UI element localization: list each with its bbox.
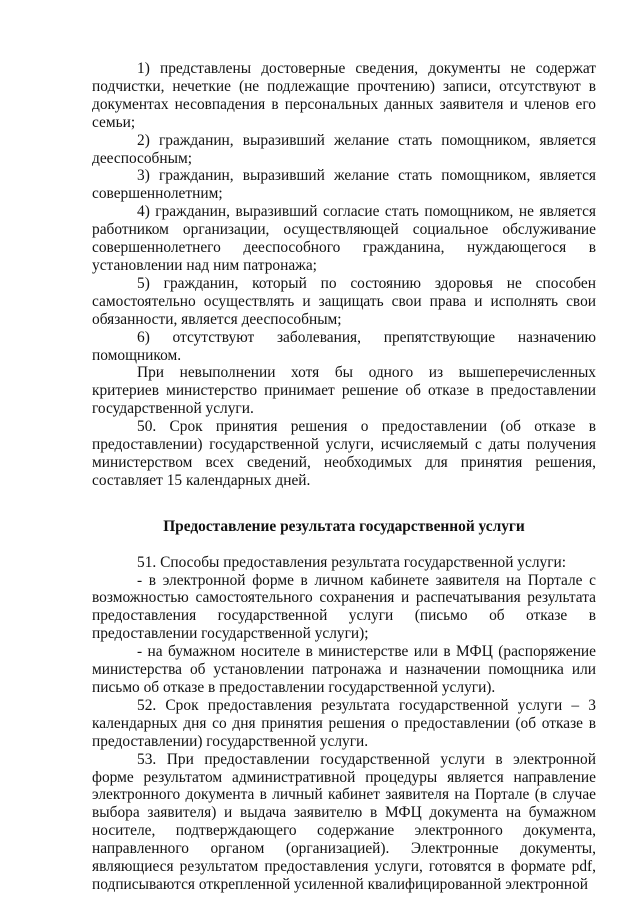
criterion-3: 3) гражданин, выразивший желание стать помощником, является совершеннолетним;	[92, 167, 596, 203]
section-heading: Предоставление результата государственной услуги	[163, 517, 525, 535]
criterion-5: 5) гражданин, который по состоянию здоровья не способен самостоятельно осуществлять и защищать свои права и исполнять свои обязанности, является дееспособным;	[92, 274, 596, 328]
criterion-6: 6) отсутствуют заболевания, препятствующие назначению помощником.	[92, 328, 596, 364]
clause-51: 51. Способы предоставления результата государственной услуги:	[137, 553, 567, 571]
criterion-4: 4) гражданин, выразивший согласие стать помощником, не является работником организации, осуществляющей социальное обслуживание совершеннолетнего дееспособного гражданина, нуждающегося в установлении над ним патронажа;	[92, 203, 596, 274]
refusal-paragraph: При невыполнении хотя бы одного из вышеперечисленных критериев министерство принимает решение об отказе в предоставлении государственной услуги.	[92, 364, 596, 418]
clause-53: 53. При предоставлении государственной услуги в электронной форме результатом административной процедуры является направление электронного документа в личный кабинет заявителя на Портале (в случае выбора заявителя) и выдача заявителю в МФЦ документа на бумажном носителе, подтверждающего содержание электронного документа, направленного органом (организацией). Электронные документы, являющиеся результатом предоставления услуги, готовятся в формате pdf, подписываются открепленной усиленной квалифицированной электронной	[92, 750, 596, 893]
clause-51-item-paper: - на бумажном носителе в министерстве или в МФЦ (распоряжение министерства об установлении патронажа и назначении помощника или письмо об отказе в предоставлении государственной услуги).	[92, 643, 596, 696]
criterion-1: 1) представлены достоверные сведения, документы не содержат подчистки, нечеткие (не подлежащие прочтению) записи, отсутствуют в документах несовпадения в персональных данных заявителя и членов его семьи;	[92, 60, 596, 131]
clause-52: 52. Срок предоставления результата государственной услуги – 3 календарных дня со дня принятия решения о предоставлении (об отказе в предоставлении) государственной услуги.	[92, 696, 596, 750]
criterion-2: 2) гражданин, выразивший желание стать помощником, является дееспособным;	[92, 131, 596, 167]
clause-51-item-electronic: - в электронной форме в личном кабинете заявителя на Портале с возможностью самостоятельного сохранения и распечатывания результата предоставления государственной услуги (письмо об отказе в предоставлении государственной услуги);	[92, 571, 596, 643]
clause-50: 50. Срок принятия решения о предоставлении (об отказе в предоставлении) государственной услуги, исчисляемый с даты получения министерством всех сведений, необходимых для принятия решения, составляет 15 календарных дней.	[92, 418, 596, 489]
